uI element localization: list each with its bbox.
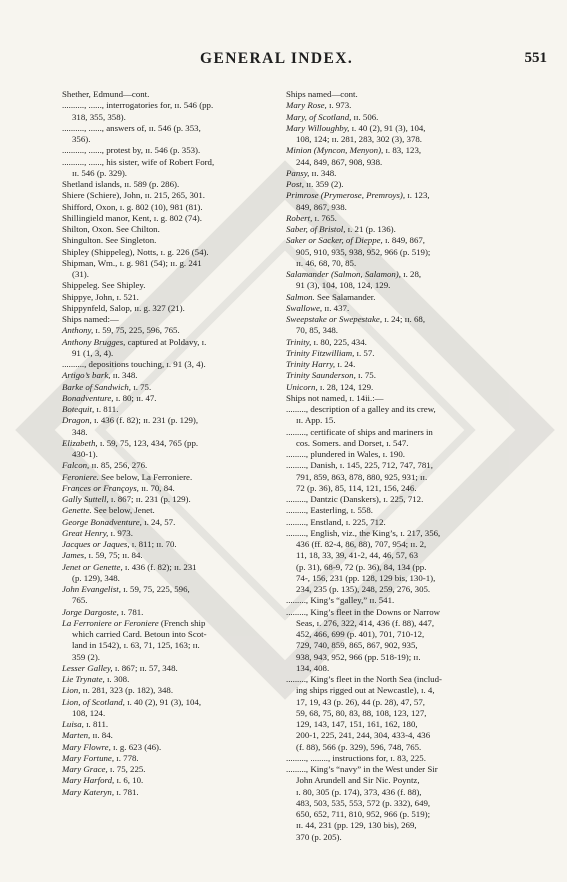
index-entry-line: ɪɪ. 546 (p. 329).	[72, 167, 128, 178]
index-entry-line: Anthony Brugges, captured at Poldavy, ɪ.	[62, 336, 207, 347]
index-entry-line: Lesser Galley, ɪ. 867; ɪɪ. 57, 348.	[62, 662, 178, 673]
index-entry	[286, 123, 516, 146]
index-entry-line: ........., King’s “navy” in the West under Sir	[286, 764, 438, 774]
index-entry-line: 452, 466, 699 (p. 401), 701, 710-12,	[296, 629, 425, 639]
index-entry-line: Unicorn, ɪ. 28, 124, 129.	[286, 381, 374, 392]
index-entry-line: Ships named—cont.	[286, 89, 358, 99]
index-entry-line: Luisa, ɪ. 811.	[62, 719, 109, 729]
index-entry-line: Pansy, ɪɪ. 348.	[286, 167, 337, 178]
index-entry-line: land in 1542), ɪ. 63, 71, 125, 163; ɪɪ.	[72, 640, 200, 651]
index-entry	[62, 607, 277, 618]
index-entry-line: Mary Grace, ɪ. 75, 225.	[62, 764, 146, 774]
index-entry-line: Shether, Edmund—cont.	[62, 89, 150, 99]
index-entry	[62, 145, 277, 156]
ship-name: Bonadventure,	[62, 392, 114, 403]
index-entry-line: ........., certificate of ships and mariners in	[286, 426, 433, 437]
ship-name: Salamander (Salmon, Salamon),	[286, 269, 401, 279]
ship-name: Marten,	[62, 730, 91, 741]
ship-name: Great Henry,	[62, 527, 109, 538]
index-entry-line: Shippeleg. See Shipley.	[62, 280, 146, 291]
index-entry	[62, 787, 277, 798]
ship-name: Luisa,	[62, 719, 84, 729]
index-entry	[62, 393, 277, 404]
index-entry-line: ɪɪ. App. 15.	[296, 415, 336, 426]
index-entry-line: Mary Harford, ɪ. 6, 10.	[62, 775, 144, 786]
ship-name: Saker or Sacker, of Dieppe,	[286, 235, 383, 246]
ship-name: Dragon,	[62, 415, 92, 426]
index-entry-line: Shilton, Oxon. See Chilton.	[62, 224, 160, 234]
index-entry-line: (f. 88), 566 (p. 329), 596, 748, 765.	[296, 741, 422, 752]
index-entry-line: Dragon, ɪ. 436 (f. 82); ɪɪ. 231 (p. 129),	[62, 415, 199, 426]
index-entry-line: 849, 867, 938.	[296, 201, 347, 212]
index-entry-line: Botequit, ɪ. 811.	[62, 404, 119, 414]
index-entry-line: Trinity Fitzwilliam, ɪ. 57.	[286, 347, 375, 358]
index-entry-line: Lion, ɪɪ. 281, 323 (p. 182), 348.	[62, 685, 174, 696]
index-entry	[62, 325, 277, 336]
index-entry-line: 108, 124.	[72, 707, 106, 718]
index-entry-line: Ships not named, ɪ. 14ii.:—	[286, 392, 384, 403]
index-entry-line: 356).	[72, 134, 91, 144]
index-entry	[62, 674, 277, 685]
ship-name: Mary Flowre,	[62, 741, 111, 752]
index-entry-line: 11, 18, 33, 39, 41-2, 44, 46, 57, 63	[296, 550, 419, 561]
index-entry-line: Genette. See below, Jenet.	[62, 505, 155, 516]
index-entry-line: Lion, of Scotland, ɪ. 40 (2), 91 (3), 104,	[62, 696, 202, 707]
ship-name: Primrose (Prymerose, Premroys),	[286, 190, 406, 201]
index-entry	[286, 348, 516, 359]
index-entry	[62, 157, 277, 180]
index-entry-line: Gally Suttell, ɪ. 867; ɪɪ. 231 (p. 129).	[62, 494, 191, 504]
index-entry-line: John Evangelist, ɪ. 59, 75, 225, 596,	[62, 584, 190, 594]
ship-name: Mary, of Scotland,	[286, 111, 352, 122]
index-entry-line: Trinity Saunderson, ɪ. 75.	[286, 370, 376, 381]
ship-name: Minion (Myncon, Menyon),	[286, 145, 384, 156]
index-entry-line: .........., ......, interrogatories for, ɪɪ. 546 (pp.	[62, 100, 214, 111]
index-entry	[62, 235, 277, 246]
index-entry-line: 134, 408.	[296, 662, 330, 673]
index-entry-line: which carried Card. Betoun into Scot-	[72, 629, 207, 639]
index-entry	[286, 179, 516, 190]
index-entry-line: Saker or Sacker, of Dieppe, ɪ. 849, 867,	[286, 235, 426, 246]
index-entry-line: ɪ. 80, 305 (p. 174), 373, 436 (f. 88),	[296, 786, 422, 797]
ship-name: Trinity Saunderson,	[286, 370, 356, 381]
index-entry	[62, 528, 277, 539]
index-entry	[62, 753, 277, 764]
index-entry-line: Lie Trynate, ɪ. 308.	[62, 674, 130, 684]
index-entry	[286, 112, 516, 123]
index-entry-line: Saber, of Bristol, ɪ. 21 (p. 136).	[286, 224, 396, 234]
index-entry	[62, 719, 277, 730]
index-entry-line: (31).	[72, 269, 89, 279]
ship-name: Lesser Galley,	[62, 662, 113, 673]
index-entry-line: Shillingield manor, Kent, ɪ. g. 802 (74).	[62, 212, 202, 223]
index-entry	[62, 472, 277, 483]
index-entry-line: Marten, ɪɪ. 84.	[62, 730, 113, 741]
index-entry-line: 91 (1, 3, 4).	[72, 347, 114, 358]
index-entry	[62, 742, 277, 753]
ship-name: Mary Fortune,	[62, 752, 115, 763]
index-entry	[286, 382, 516, 393]
index-entry	[286, 292, 516, 303]
index-entry	[286, 528, 516, 596]
ship-name: Pansy,	[286, 167, 310, 178]
ship-name: Post,	[286, 179, 304, 189]
index-entry-line: 234, 235 (p. 135), 248, 259, 276, 305.	[296, 584, 431, 594]
index-entry	[286, 427, 516, 450]
ship-name: Anthony,	[62, 325, 94, 336]
index-entry-line: Salamander (Salmon, Salamon), ɪ. 28,	[286, 269, 422, 279]
index-entry	[62, 337, 277, 360]
ship-name: Frances or Françoys,	[62, 482, 139, 493]
index-entry-line: Shippye, John, ɪ. 521.	[62, 291, 139, 302]
index-entry-line: Bonadventure, ɪ. 80; ɪɪ. 47.	[62, 392, 157, 403]
index-entry	[62, 280, 277, 291]
index-entry-line: Great Henry, ɪ. 973.	[62, 527, 133, 538]
index-entry-line: 938, 943, 952, 966 (pp. 518-19); ɪɪ.	[296, 651, 421, 662]
index-entry-line: 318, 355, 358).	[72, 111, 126, 122]
index-entry-line: Mary Rose, ɪ. 973.	[286, 100, 352, 111]
index-entry-line: Frances or Françoys, ɪɪ. 70, 84.	[62, 482, 175, 493]
index-entry	[62, 89, 277, 100]
index-entry-line: 430-1).	[72, 449, 98, 459]
index-entry-line: 650, 652, 711, 810, 952, 966 (p. 519);	[296, 809, 431, 819]
ship-name: Lion, of Scotland,	[62, 696, 125, 707]
index-entry-line: ɪɪ. 44, 231 (pp. 129, 130 bis), 269,	[296, 820, 417, 831]
index-entry	[286, 404, 516, 427]
index-entry-line: Mary, of Scotland, ɪɪ. 506.	[286, 111, 379, 122]
index-entry	[286, 764, 516, 843]
index-entry-line: 17, 19, 43 (p. 26), 44 (p. 28), 47, 57,	[296, 696, 425, 707]
index-entry	[62, 483, 277, 494]
index-entry-line: Shipley (Shippeleg), Notts, ɪ. g. 226 (54).	[62, 246, 209, 257]
index-entry	[286, 190, 516, 213]
index-entry-line: ........., King’s “galley,” ɪɪ. 541.	[286, 595, 395, 606]
index-entry	[286, 595, 516, 606]
index-entry	[62, 247, 277, 258]
ship-name: Gally Suttell,	[62, 494, 109, 504]
index-entry	[62, 663, 277, 674]
index-entry	[62, 100, 277, 123]
index-entry-line: James, ɪ. 59, 75; ɪɪ. 84.	[62, 550, 143, 561]
index-entry-line: Jacques or Jaques, ɪ. 811; ɪɪ. 70.	[62, 539, 177, 549]
index-entry-line: ........., Dantzic (Danskers), ɪ. 225, 712.	[286, 494, 424, 504]
index-entry-line: Feroniere. See below, La Ferroniere.	[62, 471, 193, 482]
index-entry	[62, 359, 277, 370]
index-entry	[62, 550, 277, 561]
index-entry-line: Elizabeth, ɪ. 59, 75, 123, 434, 765 (pp.	[62, 437, 199, 448]
ship-name: Mary Kateryn,	[62, 786, 115, 797]
index-entry-line: 905, 910, 935, 938, 952, 966 (p. 519);	[296, 246, 431, 257]
index-entry-line: Anthony, ɪ. 59, 75, 225, 596, 765.	[62, 325, 180, 336]
index-entry-line: 483, 503, 535, 553, 572 (p. 332), 649,	[296, 797, 431, 808]
index-entry-line: 74-, 156, 231 (pp. 128, 129 bis, 130-1),	[296, 572, 436, 583]
index-entry-line: Jenet or Genette, ɪ. 436 (f. 82); ɪɪ. 231	[62, 561, 197, 572]
index-entry	[286, 89, 516, 100]
index-entry-line: .........., ......, his sister, wife of Robert Ford,	[62, 156, 215, 167]
index-entry-line: 370 (p. 205).	[296, 831, 342, 842]
ship-name: Lie Trynate,	[62, 674, 105, 684]
ship-name: Unicorn,	[286, 381, 318, 392]
ship-name: La Ferroniere or Feroniere	[62, 617, 159, 628]
index-entry	[62, 382, 277, 393]
index-entry-line: Robert, ɪ. 765.	[286, 212, 337, 223]
index-entry-line: Mary Fortune, ɪ. 778.	[62, 752, 139, 763]
index-entry-line: Ships named:—	[62, 314, 119, 324]
index-entry	[286, 224, 516, 235]
index-entry-line: ........., Easterling, ɪ. 558.	[286, 505, 373, 516]
index-entry-line: Artigo’s bark, ɪɪ. 348.	[62, 370, 138, 381]
index-entry-line: ........., King’s fleet in the North Sea (includ-	[286, 674, 442, 684]
index-entry-line: 791, 859, 863, 878, 880, 925, 931; ɪɪ.	[296, 471, 428, 482]
index-entry-line: (p. 129), 348.	[72, 572, 120, 583]
index-entry-line: John Arundell and Sir Nic. Poyntz,	[296, 775, 420, 786]
index-entry-line: Shetland islands, ɪɪ. 589 (p. 286).	[62, 179, 180, 189]
index-entry-line: 436 (ff. 82-4, 86, 88), 707, 954; ɪɪ. 2,	[296, 539, 427, 549]
index-entry	[286, 449, 516, 460]
index-entry-line: Falcon, ɪɪ. 85, 256, 276.	[62, 460, 148, 471]
index-entry-line: ........., plundered in Wales, ɪ. 190.	[286, 449, 405, 459]
index-entry	[286, 168, 516, 179]
index-entry	[286, 753, 516, 764]
index-entry-line: Trinity Harry, ɪ. 24.	[286, 359, 356, 369]
ship-name: Lion,	[62, 685, 81, 696]
index-entry-line: Barke of Sandwich, ɪ. 75.	[62, 381, 152, 392]
index-entry	[286, 505, 516, 516]
index-entry-line: 91 (3), 104, 108, 124, 129.	[296, 280, 391, 291]
index-entry	[286, 100, 516, 111]
index-entry-line: (p. 31), 68-9, 72 (p. 36), 84, 134 (pp.	[296, 561, 427, 572]
index-entry	[286, 314, 516, 337]
index-entry-line: ɪɪ. 46, 68, 70, 85.	[296, 257, 357, 268]
index-entry-line: 729, 740, 859, 865, 867, 902, 935,	[296, 640, 418, 651]
index-entry	[62, 775, 277, 786]
index-entry	[286, 674, 516, 753]
index-entry	[62, 562, 277, 585]
index-entry	[286, 607, 516, 675]
index-entry-line: cos. Somers. and Dorset, ɪ. 547.	[296, 437, 409, 448]
ship-name: Genette.	[62, 505, 92, 516]
index-entry	[62, 258, 277, 281]
index-entry	[62, 292, 277, 303]
ship-name: Mary Harford,	[62, 775, 115, 786]
ship-name: Saber, of Bristol,	[286, 224, 346, 234]
index-entry-line: .........., ......, protest by, ɪɪ. 546 (p. 353).	[62, 145, 201, 156]
ship-name: Jacques or Jaques,	[62, 539, 130, 549]
index-entry-line: Mary Flowre, ɪ. g. 623 (46).	[62, 741, 162, 752]
index-entry	[62, 190, 277, 201]
index-entry-line: 200-1, 225, 241, 244, 304, 433-4, 436	[296, 730, 431, 741]
ship-name: Trinity,	[286, 336, 312, 347]
ship-name: Trinity Harry,	[286, 359, 336, 369]
index-entry	[286, 359, 516, 370]
index-entry-line: Mary Willoughby, ɪ. 40 (2), 91 (3), 104,	[286, 122, 426, 133]
index-entry-line: ing ships rigged out at Newcastle), ɪ. 4,	[296, 685, 435, 696]
index-entry	[62, 505, 277, 516]
index-entry	[62, 460, 277, 471]
index-entry-line: 129, 143, 147, 151, 161, 162, 180,	[296, 719, 418, 729]
index-entry	[286, 494, 516, 505]
ship-name: Anthony Brugges,	[62, 336, 126, 347]
ship-name: Mary Rose,	[286, 100, 327, 111]
index-entry-line: George Bonadventure, ɪ. 24, 57.	[62, 516, 176, 527]
index-entry-line: La Ferroniere or Feroniere (French ship	[62, 617, 206, 628]
index-entry-line: Trinity, ɪ. 80, 225, 434.	[286, 336, 367, 347]
index-entry-line: Post, ɪɪ. 359 (2).	[286, 179, 344, 189]
index-entry	[62, 685, 277, 696]
index-entry-line: Seas, ɪ. 276, 322, 414, 436 (f. 88), 447,	[296, 617, 435, 628]
index-entry-line: 359 (2).	[72, 651, 100, 662]
index-entry	[62, 404, 277, 415]
index-entry	[62, 584, 277, 607]
index-entry-line: ........., Enstland, ɪ. 225, 712.	[286, 516, 386, 527]
index-entry-line: Mary Kateryn, ɪ. 781.	[62, 786, 139, 797]
index-entry-line: 348.	[72, 426, 88, 437]
index-entry	[286, 517, 516, 528]
index-entry	[62, 415, 277, 438]
index-entry-line: Shippynfeld, Salop, ɪɪ. g. 327 (21).	[62, 302, 185, 313]
ship-name: Jorge Dargoste,	[62, 606, 119, 617]
ship-name: Falcon,	[62, 460, 90, 471]
ship-name: Jenet or Genette,	[62, 561, 123, 572]
index-entry-line: ........., Danish, ɪ. 145, 225, 712, 747, 781,	[286, 460, 433, 471]
index-entry-line: Shiere (Schiere), John, ɪɪ. 215, 265, 301.	[62, 190, 205, 201]
index-entry	[62, 494, 277, 505]
index-entry-line: ........., English, viz., the King’s, ɪ. 217, 356,	[286, 527, 441, 538]
page-header	[0, 50, 567, 74]
index-entry-line: Shipman, Wm., ɪ. g. 981 (54); ɪɪ. g. 241	[62, 257, 202, 268]
index-entry-line: Jorge Dargoste, ɪ. 781.	[62, 606, 144, 617]
ship-name: Barke of Sandwich,	[62, 381, 132, 392]
index-entry	[62, 213, 277, 224]
index-entry-line: Sweepstake or Swepestake, ɪ. 24; ɪɪ. 68,	[286, 314, 426, 324]
index-entry-line: 244, 849, 867, 908, 938.	[296, 156, 383, 167]
index-entry	[286, 303, 516, 314]
ship-name: Artigo’s bark,	[62, 370, 111, 381]
index-entry	[62, 764, 277, 775]
index-entry-line: 108, 124; ɪɪ. 281, 283, 302 (3), 378.	[296, 134, 423, 144]
index-entry	[62, 202, 277, 213]
index-entry	[286, 337, 516, 348]
index-entry-line: Salmon. See Salamander.	[286, 291, 376, 302]
index-entry	[286, 460, 516, 494]
index-entry	[286, 235, 516, 269]
ship-name: Botequit,	[62, 404, 95, 414]
index-entry-line: .........., depositions touching, ɪ. 91 (3, 4).	[62, 359, 206, 369]
ship-name: Trinity Fitzwilliam,	[286, 347, 355, 358]
index-column-right	[286, 89, 516, 843]
index-entry-line: 765.	[72, 595, 88, 606]
index-entry	[62, 179, 277, 190]
index-entry-line: Shingulton. See Singleton.	[62, 235, 157, 246]
index-entry	[62, 303, 277, 314]
index-entry-line: ........., ........, instructions for, ɪ. 83, 225.	[286, 752, 426, 763]
ship-name: Elizabeth,	[62, 437, 98, 448]
running-title: GENERAL INDEX.	[200, 50, 354, 67]
ship-name: James,	[62, 550, 87, 561]
index-entry-line: 72 (p. 36), 85, 114, 121, 156, 246.	[296, 482, 417, 493]
index-entry	[62, 697, 277, 720]
index-entry	[62, 539, 277, 550]
ship-name: Feroniere.	[62, 471, 99, 482]
index-entry	[62, 618, 277, 663]
index-entry	[286, 393, 516, 404]
index-entry-line: Shifford, Oxon, ɪ. g. 802 (10), 981 (81).	[62, 201, 203, 212]
index-entry	[286, 370, 516, 381]
index-entry	[62, 123, 277, 146]
index-entry-line: 59, 68, 75, 80, 83, 88, 108, 123, 127,	[296, 707, 427, 718]
index-entry	[286, 145, 516, 168]
index-entry	[62, 438, 277, 461]
index-entry-line: Swallowe, ɪɪ. 437.	[286, 302, 350, 313]
index-entry	[62, 730, 277, 741]
index-entry	[286, 213, 516, 224]
ship-name: Salmon.	[286, 291, 315, 302]
index-entry	[62, 314, 277, 325]
ship-name: Mary Willoughby,	[286, 122, 350, 133]
ship-name: Robert,	[286, 212, 313, 223]
index-entry-line: ........., King’s fleet in the Downs or Narrow	[286, 606, 441, 617]
index-entry	[62, 370, 277, 381]
ship-name: Mary Grace,	[62, 764, 108, 774]
index-entry-line: Minion (Myncon, Menyon), ɪ. 83, 123,	[286, 145, 422, 156]
ship-name: George Bonadventure,	[62, 516, 142, 527]
ship-name: Sweepstake or Swepestake,	[286, 314, 383, 324]
index-column-left	[62, 89, 277, 798]
index-entry-line: ........., description of a galley and its crew,	[286, 404, 436, 414]
index-entry	[286, 269, 516, 292]
index-entry	[62, 517, 277, 528]
index-entry-line: 70, 85, 348.	[296, 325, 339, 336]
index-entry-line: Primrose (Prymerose, Premroys), ɪ. 123,	[286, 190, 430, 201]
page-number: 551	[524, 50, 547, 66]
ship-name: Swallowe,	[286, 302, 323, 313]
index-entry-line: .........., ......, answers of, ɪɪ. 546 (p. 353,	[62, 122, 201, 133]
index-entry	[62, 224, 277, 235]
ship-name: John Evangelist,	[62, 584, 121, 594]
